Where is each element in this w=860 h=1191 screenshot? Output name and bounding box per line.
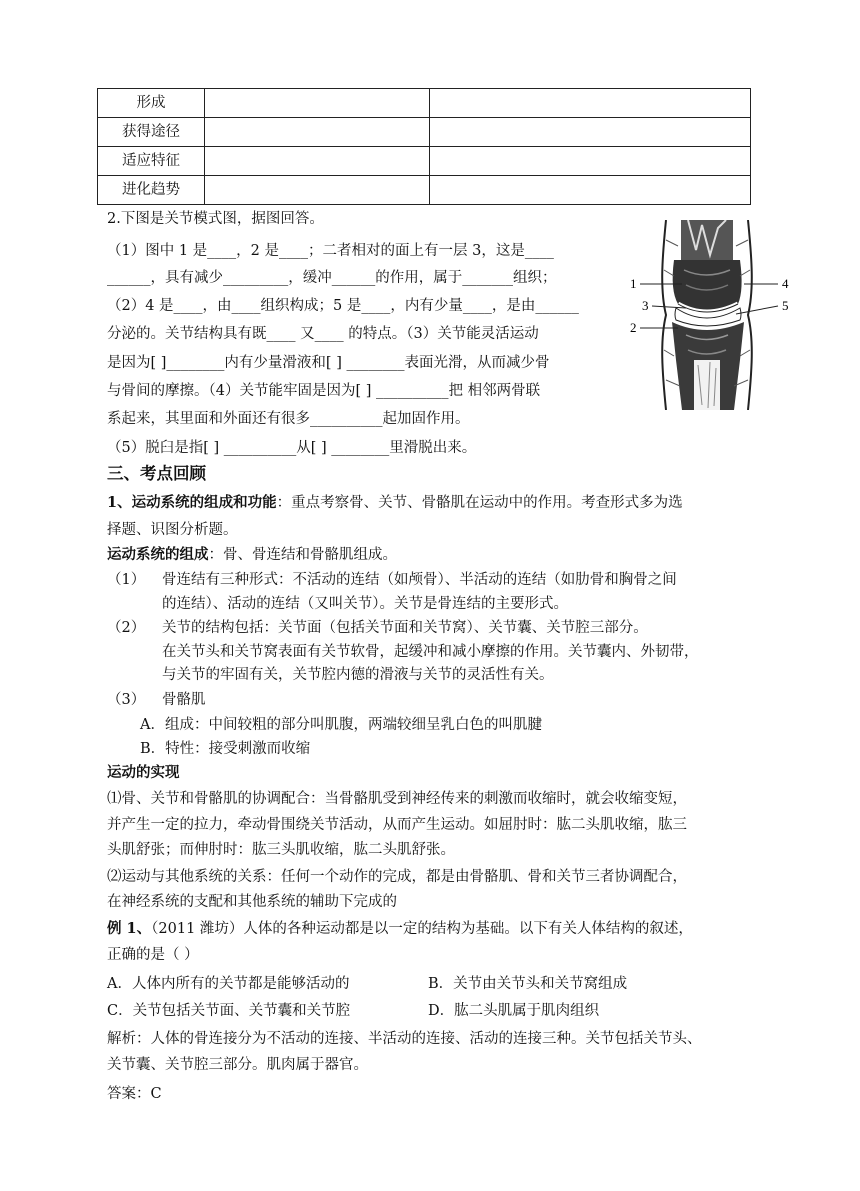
text: ：重点考察骨、关节、骨骼肌在运动中的作用。考查形式多为选 xyxy=(276,495,683,511)
table-cell xyxy=(430,118,751,147)
list-item: 的连结）、活动的连结（又叫关节）。关节是骨连结的主要形式。 xyxy=(162,596,568,612)
example-line xyxy=(107,922,693,937)
question-title: 2.下图是关节模式图，据图回答。 xyxy=(107,211,324,227)
paragraph-line: ⑵运动与其他系统的关系：任何一个动作的完成，都是由骨骼肌、骨和关节三者协调配合， xyxy=(107,869,687,885)
list-number: （3） xyxy=(107,692,146,708)
question-line: （1）图中 1 是____，2 是____；二者相对的面上有一层 3，这是____ xyxy=(107,243,554,259)
table-cell xyxy=(205,118,430,147)
table-cell xyxy=(430,89,751,118)
diagram-label: 2 xyxy=(630,320,637,335)
table-cell: 获得途径 xyxy=(98,118,205,147)
option-d: D．肱二头肌属于肌肉组织 xyxy=(428,1003,600,1019)
paragraph-line: ⑴骨、关节和骨骼肌的协调配合：当骨骼肌受到神经传来的刺激而收缩时，就会收缩变短， xyxy=(107,791,687,807)
analysis-line: 解析：人体的骨连接分为不活动的连接、半活动的连接、活动的连接三种。关节包括关节头、 xyxy=(107,1031,702,1047)
bold-label: 1、运动系统的组成和功能 xyxy=(107,494,277,511)
question-line: 系起来，其里面和外面还有很多__________起加固作用。 xyxy=(107,411,470,427)
joint-diagram xyxy=(626,220,806,410)
list-number: （2） xyxy=(107,620,146,636)
text: （2011 潍坊）人体的各种运动都是以一定的结构为基础。以下有关人体结构的叙述， xyxy=(151,921,693,937)
list-item: 在关节头和关节窝表面有关节软骨，起缓冲和减小摩擦的作用。关节囊内、外韧带， xyxy=(162,644,699,660)
list-subitem: A．组成：中间较粗的部分叫肌腹，两端较细呈乳白色的叫肌腱 xyxy=(140,717,542,733)
diagram-label: 4 xyxy=(782,276,789,291)
table-cell: 形成 xyxy=(98,89,205,118)
table-row xyxy=(98,147,751,176)
text: ：骨、骨连结和骨骼肌组成。 xyxy=(208,547,397,563)
question-line: 是因为[ ]________内有少量滑液和[ ] ________表面光滑，从而减少骨 xyxy=(107,355,550,371)
list-item: 骨连结有三种形式：不活动的连结（如颅骨）、半活动的连结（如肋骨和胸骨之间 xyxy=(162,572,677,588)
table-cell xyxy=(205,176,430,205)
table-row xyxy=(98,176,751,205)
paragraph-line: 并产生一定的拉力，牵动骨围绕关节活动，从而产生运动。如屈肘时：肱二头肌收缩，肱三 xyxy=(107,817,687,833)
subheading: 运动的实现 xyxy=(107,764,180,781)
diagram-label: 3 xyxy=(642,298,649,313)
list-item: 骨骼肌 xyxy=(162,692,206,708)
paragraph-line: 择题、识图分析题。 xyxy=(107,522,238,538)
table-cell xyxy=(430,147,751,176)
answer-line: 答案：C xyxy=(107,1086,162,1102)
option-b: B．关节由关节头和关节窝组成 xyxy=(428,976,628,992)
paragraph-line xyxy=(107,548,397,563)
list-item: 与关节的牢固有关，关节腔内德的滑液与关节的灵活性有关。 xyxy=(162,667,554,683)
paragraph-line: 在神经系统的支配和其他系统的辅助下完成的 xyxy=(107,894,397,910)
table-cell xyxy=(205,147,430,176)
bold-label: 运动系统的组成 xyxy=(107,546,209,563)
table-cell xyxy=(205,89,430,118)
list-item: 关节的结构包括：关节面（包括关节面和关节窝）、关节囊、关节腔三部分。 xyxy=(162,620,648,636)
section-heading: 三、考点回顾 xyxy=(107,464,206,483)
list-number: （1） xyxy=(107,572,146,588)
paragraph-line xyxy=(107,496,683,511)
paragraph-line: 头肌舒张；而伸肘时：肱三头肌收缩，肱二头肌舒张。 xyxy=(107,842,455,858)
table-cell xyxy=(430,176,751,205)
analysis-line: 关节囊、关节腔三部分。肌肉属于器官。 xyxy=(107,1057,368,1073)
option-a: A．人体内所有的关节都是能够活动的 xyxy=(107,976,350,992)
table-row xyxy=(98,89,751,118)
table-row xyxy=(98,118,751,147)
question-line: 分泌的。关节结构具有既____ 又____ 的特点。（3）关节能灵活运动 xyxy=(107,326,539,342)
example-label: 例 1、 xyxy=(107,920,152,937)
comparison-table xyxy=(97,88,751,205)
question-line: ______，具有减少_________，缓冲______的作用，属于_______组织； xyxy=(107,270,557,286)
question-line: （5）脱臼是指[ ] __________从[ ] ________里滑脱出来。 xyxy=(107,440,477,456)
diagram-label: 1 xyxy=(630,276,637,291)
list-subitem: B．特性：接受刺激而收缩 xyxy=(140,741,311,757)
example-line: 正确的是（ ） xyxy=(107,947,199,963)
table-cell: 适应特征 xyxy=(98,147,205,176)
question-line: 与骨间的摩擦。（4）关节能牢固是因为[ ] __________把 相邻两骨联 xyxy=(107,383,541,399)
option-c: C．关节包括关节面、关节囊和关节腔 xyxy=(107,1003,351,1019)
table-cell: 进化趋势 xyxy=(98,176,205,205)
question-line: （2）4 是____，由____组织构成；5 是____，内有少量____，是由______ xyxy=(107,298,579,314)
diagram-label: 5 xyxy=(782,298,789,313)
